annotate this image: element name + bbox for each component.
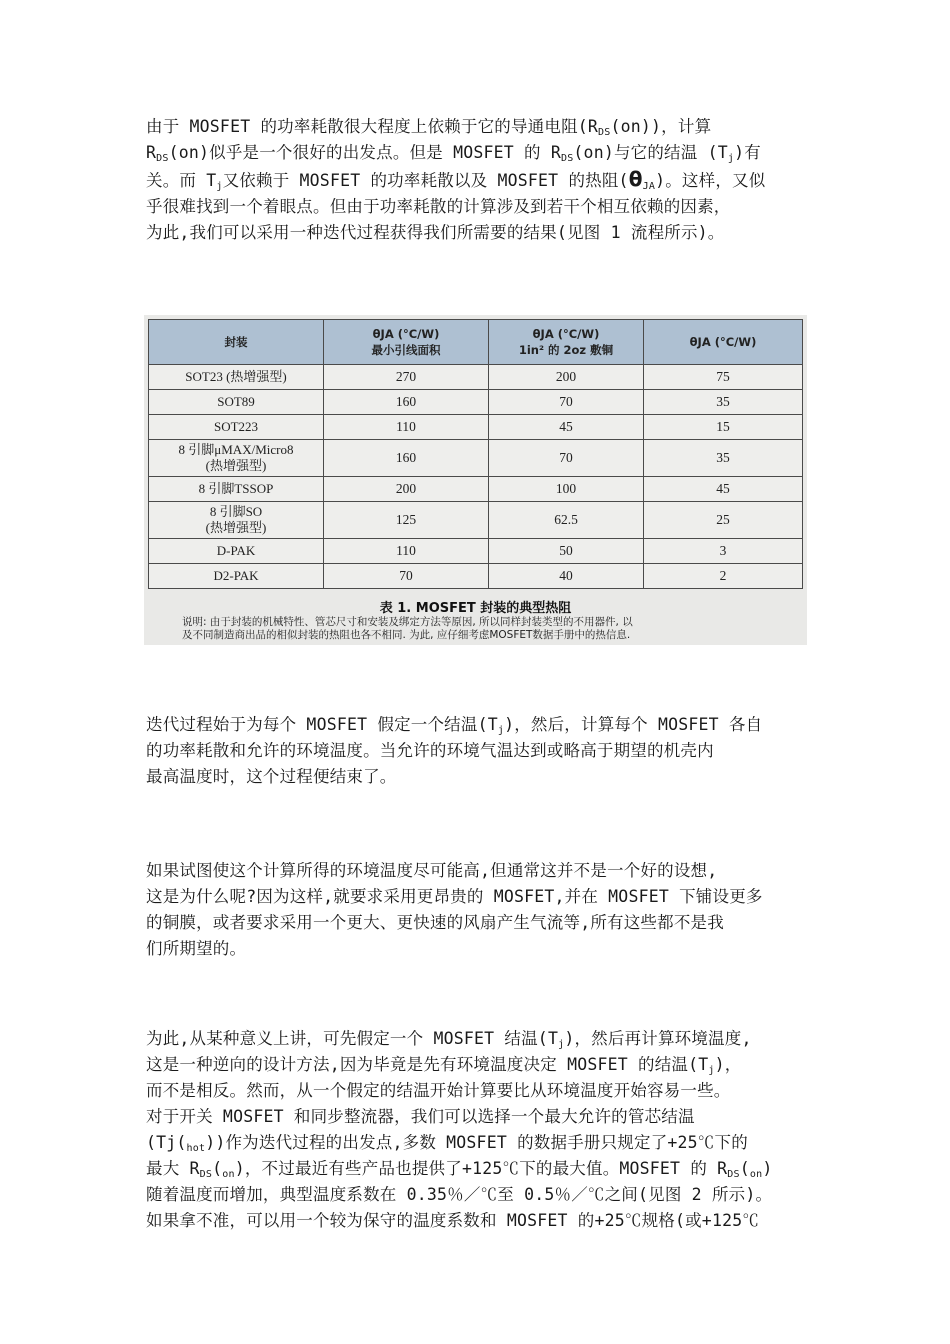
table-row xyxy=(149,390,803,415)
text-line: 对于开关 MOSFET 和同步整流器，我们可以选择一个最大允许的管芯结温 xyxy=(146,1107,695,1126)
table-cell: 15 xyxy=(644,415,803,440)
text-line: 为此,从某种意义上讲，可先假定一个 MOSFET 结温$(T_j)$，然后再计算环境温度, xyxy=(146,1029,752,1050)
table-cell: 2 xyxy=(644,564,803,589)
table-row xyxy=(149,502,803,539)
text-line: 最高温度时，这个过程便结束了。 xyxy=(146,767,397,786)
table-cell: D-PAK xyxy=(149,539,324,564)
text-line: 乎很难找到一个着眼点。但由于功率耗散的计算涉及到若干个相互依赖的因素， xyxy=(146,197,731,216)
paragraph-iteration xyxy=(146,712,806,790)
table-row xyxy=(149,365,803,390)
text-line: 这是为什么呢?因为这样,就要求采用更昂贵的 MOSFET,并在 MOSFET 下铺设更多 xyxy=(146,887,763,906)
thermal-resistance-table xyxy=(148,319,803,589)
theta-symbol: θ xyxy=(628,167,643,191)
table-cell: 50 xyxy=(489,539,644,564)
text-line: 的功率耗散和允许的环境温度。当允许的环境气温达到或略高于期望的机壳内 xyxy=(146,741,714,760)
table-cell: 70 xyxy=(489,390,644,415)
table-row xyxy=(149,415,803,440)
text-line: 为此,我们可以采用一种迭代过程获得我们所需要的结果(见图 1 流程所示)。 xyxy=(146,223,725,242)
table-cell: 35 xyxy=(644,440,803,477)
table-row xyxy=(149,564,803,589)
paragraph-junction-temp xyxy=(146,1026,806,1234)
table-cell: SOT223 xyxy=(149,415,324,440)
table-cell: 8 引脚SO (热增强型) xyxy=(149,502,324,539)
table-row xyxy=(149,477,803,502)
table-cell: 45 xyxy=(644,477,803,502)
table-cell: 75 xyxy=(644,365,803,390)
table-row xyxy=(149,539,803,564)
text-line: 而不是相反。然而，从一个假定的结温开始计算要比从环境温度开始容易一些。 xyxy=(146,1081,731,1100)
table-row xyxy=(149,440,803,477)
table-note xyxy=(182,616,782,642)
text-line: 迭代过程始于为每个 MOSFET 假定一个结温$(T_j)$，然后，计算每个 MOSFET 各自 xyxy=(146,715,763,736)
table-cell: D2-PAK xyxy=(149,564,324,589)
table-cell: SOT89 xyxy=(149,390,324,415)
table-cell: 100 xyxy=(489,477,644,502)
table-cell: 110 xyxy=(324,415,489,440)
table-cell: 8 引脚μMAX/Micro8 (热增强型) xyxy=(149,440,324,477)
text-line: $(Tj(_{hot}))$作为迭代过程的出发点,多数 MOSFET 的数据手册只规定了+25℃下的 xyxy=(146,1133,748,1154)
table-cell: 40 xyxy=(489,564,644,589)
header-package: 封装 xyxy=(149,320,324,365)
thermal-resistance-table-image xyxy=(144,315,807,645)
table-cell: 8 引脚TSSOP xyxy=(149,477,324,502)
table-cell: 200 xyxy=(489,365,644,390)
table-caption: 表 1. MOSFET 封装的典型热阻 xyxy=(379,601,572,616)
text-line: 关。而 $T_j$又依赖于 MOSFET 的功率耗散以及 MOSFET 的热阻$(\theta_{JA})$。这样，又似 xyxy=(146,167,766,192)
table-note-line: 及不同制造商出品的相似封装的热阻也各不相同. 为此, 应仔细考虑MOSFET数据手册中的热信息. xyxy=(182,629,631,641)
table-cell: 160 xyxy=(324,390,489,415)
table-cell: 125 xyxy=(324,502,489,539)
text-line: $R_{DS}(on)$似乎是一个很好的出发点。但是 MOSFET 的 $R_{DS}(on)$与它的结温 $(T_j)$有 xyxy=(146,143,761,164)
header-theta-ja: θJA (°C/W) xyxy=(644,320,803,365)
text-line: 们所期望的。 xyxy=(146,939,247,958)
table-cell: 45 xyxy=(489,415,644,440)
table-note-line: 说明: 由于封装的机械特性、管芯尺寸和安装及绑定方法等原因, 所以同样封装类型的不用器件, 以 xyxy=(182,616,633,628)
table-cell: 110 xyxy=(324,539,489,564)
table-cell: 160 xyxy=(324,440,489,477)
text-line: 由于 MOSFET 的功率耗散很大程度上依赖于它的导通电阻$(R_{DS}(on))$，计算 xyxy=(146,117,712,138)
text-line: 这是一种逆向的设计方法,因为毕竟是先有环境温度决定 MOSFET 的结温$(T_j)$， xyxy=(146,1055,742,1076)
table-cell: 62.5 xyxy=(489,502,644,539)
header-min-footprint: θJA (°C/W) 最小引线面积 xyxy=(324,320,489,365)
table-cell: 35 xyxy=(644,390,803,415)
text-line: 如果试图使这个计算所得的环境温度尽可能高,但通常这并不是一个好的设想, xyxy=(146,861,718,880)
table-cell: 3 xyxy=(644,539,803,564)
table-cell: SOT23 (热增强型) xyxy=(149,365,324,390)
table-header-row xyxy=(149,320,803,365)
text-line: 如果拿不准，可以用一个较为保守的温度系数和 MOSFET 的+25℃规格(或+125℃ xyxy=(146,1211,760,1230)
paragraph-intro xyxy=(146,114,806,246)
header-2oz-copper: θJA (°C/W) 1in² 的 2oz 敷铜 xyxy=(489,320,644,365)
table-cell: 270 xyxy=(324,365,489,390)
text-line: 随着温度而增加，典型温度系数在 0.35％／℃至 0.5％／℃之间(见图 2 所示)。 xyxy=(146,1185,773,1204)
text-line: 的铜膜，或者要求采用一个更大、更快速的风扇产生气流等,所有这些都不是我 xyxy=(146,913,724,932)
paragraph-ambient xyxy=(146,858,806,962)
text-line: 最大 $R_{DS}(_{on})$，不过最近有些产品也提供了+125℃下的最大值。MOSFET 的 $R_{DS}(_{on})$ xyxy=(146,1159,773,1180)
table-cell: 70 xyxy=(489,440,644,477)
table-cell: 70 xyxy=(324,564,489,589)
table-cell: 200 xyxy=(324,477,489,502)
table-cell: 25 xyxy=(644,502,803,539)
